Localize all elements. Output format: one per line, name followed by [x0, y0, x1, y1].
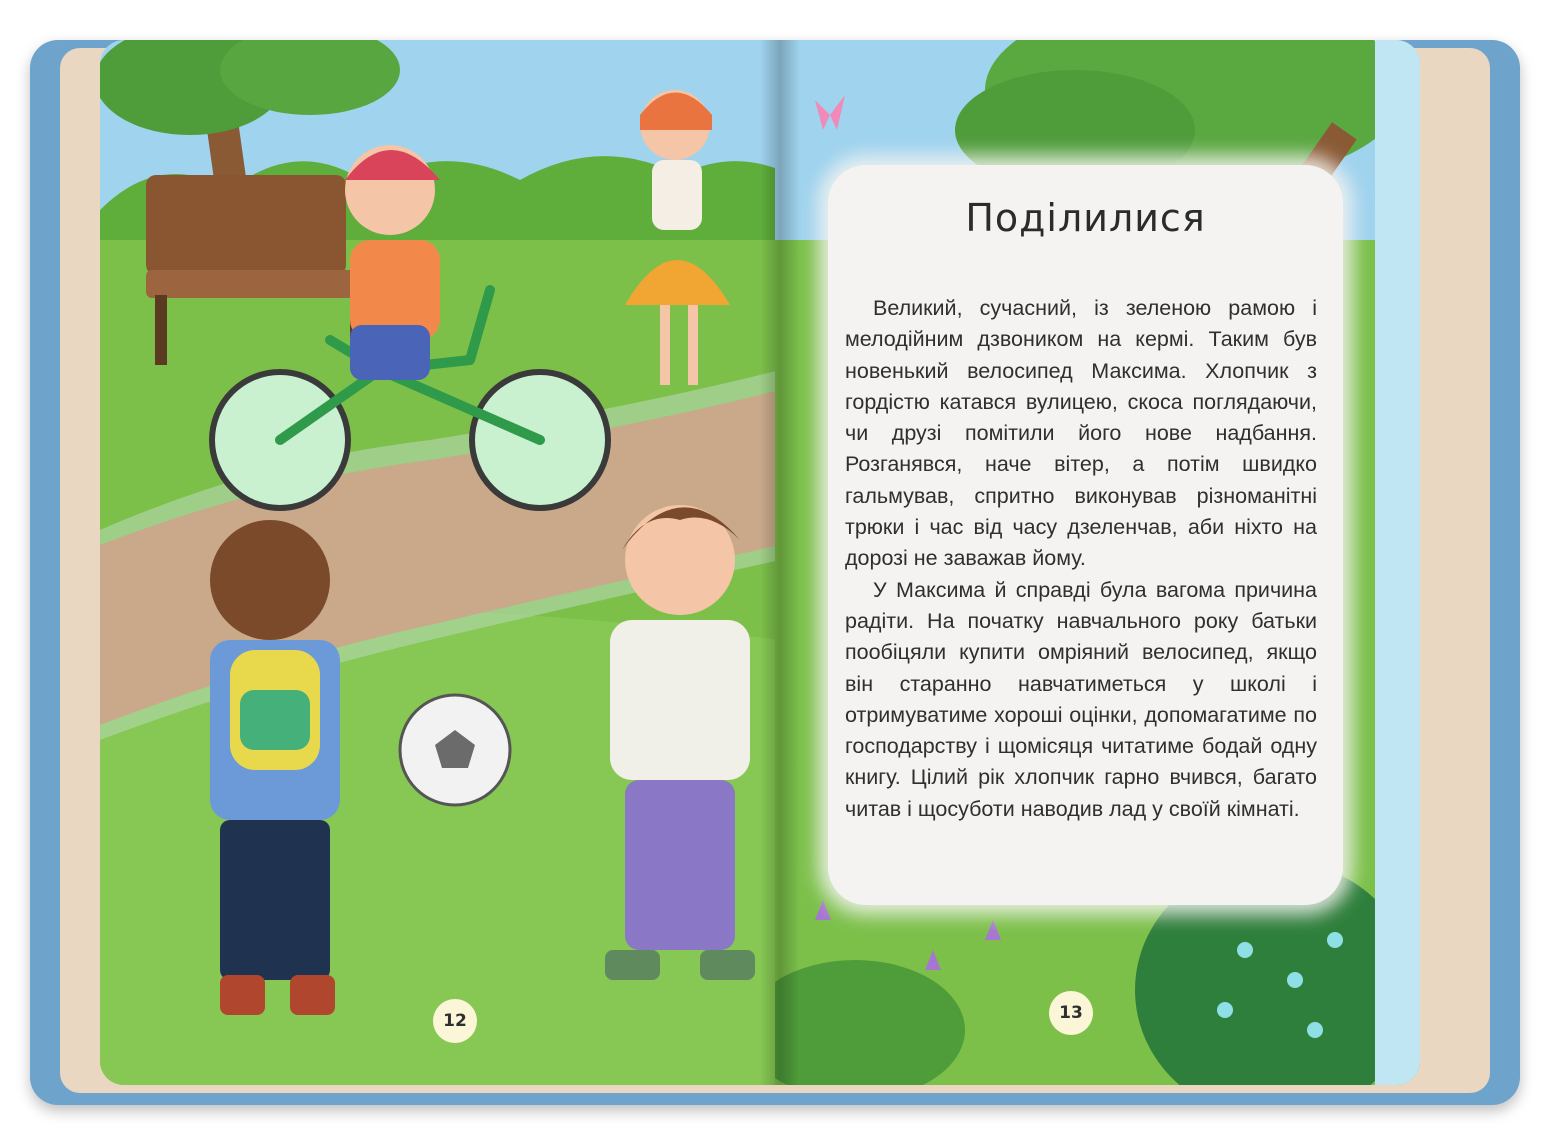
- book-gutter: [760, 40, 800, 1085]
- boy-with-backpack: [210, 520, 340, 1015]
- sad-boy: [605, 505, 755, 980]
- story-paragraph-1: Великий, сучасний, із зеленою рамою і мелодійним дзвоником на кермі. Таким був новенький велосипед Максима. Хлопчик з гордістю катався вулицею, скоса поглядаючи, чи друзі помітили його нове надбання. Розганявся, наче вітер, а потім швидко гальмував, спритно виконував різноманітні трюки і час від часу дзеленчав, аби ніхто на дорозі не заважав йому.: [845, 296, 1317, 571]
- page-number-right: 13: [1049, 991, 1093, 1035]
- left-page-illustration: [100, 40, 780, 1085]
- story-title: Поділилися: [965, 196, 1206, 240]
- page-number-left: 12: [433, 999, 477, 1043]
- story-text: [845, 293, 1317, 825]
- left-page: [100, 40, 780, 1085]
- soccer-ball: [400, 695, 510, 805]
- story-paragraph-2: У Максима й справді була вагома причина радіти. На початку навчального року батьки пообіцяли купити омріяний велосипед, якщо він старанно навчатиметься у школі і отримуватиме хороші оцінки, допомагатиме по господарству і щомісяця читатиме бодай одну книгу. Цілий рік хлопчик гарно вчився, багато читав і щосуботи наводив лад у своїй кімнаті.: [845, 577, 1317, 821]
